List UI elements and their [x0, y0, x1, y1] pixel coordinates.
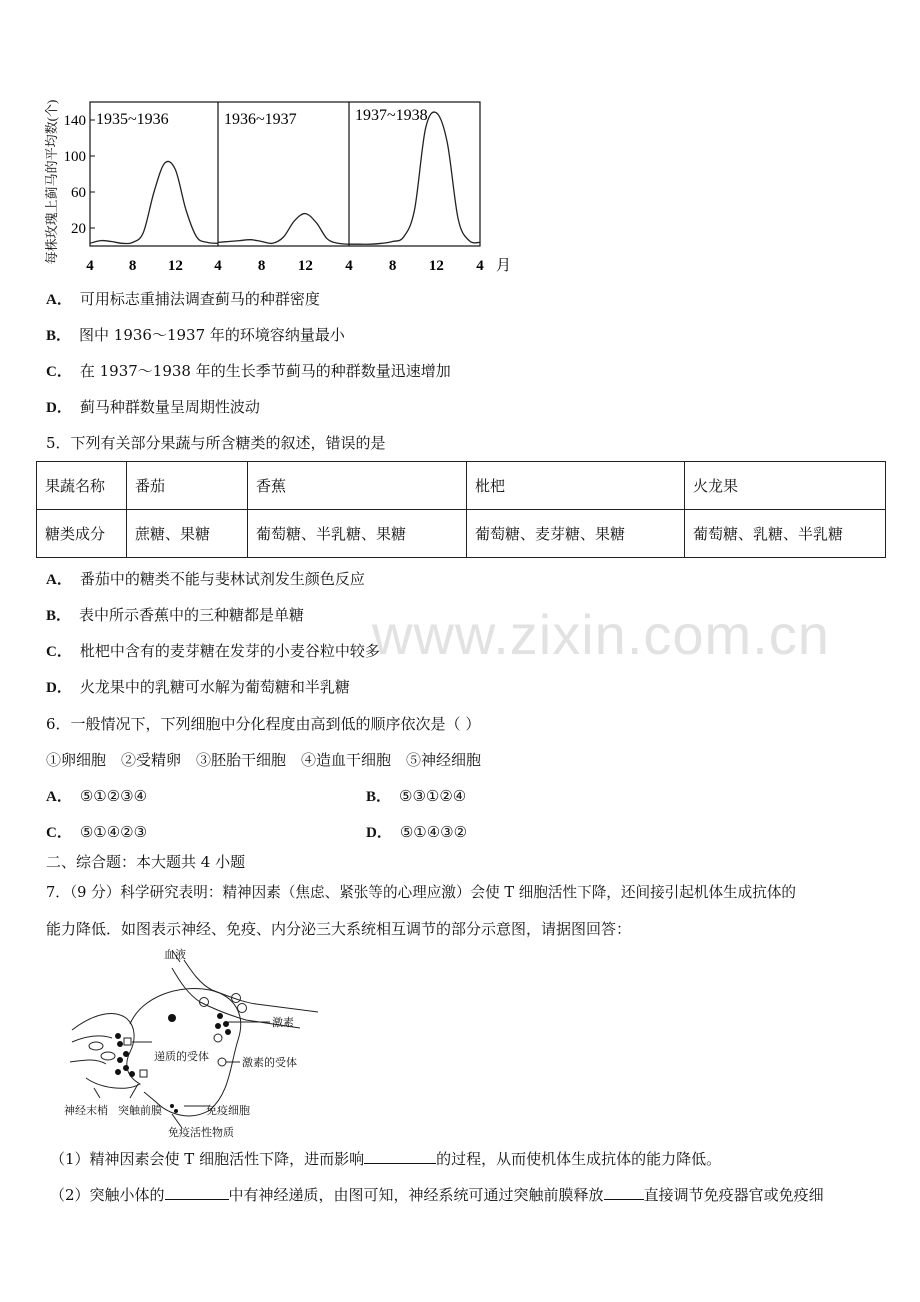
- transmitter-dot: [117, 1057, 123, 1063]
- series-line: [90, 161, 218, 243]
- section-heading: 二、综合题：本大题共 4 小题: [46, 853, 246, 871]
- transmitter-dot: [115, 1033, 121, 1039]
- q6-option-a: A． ⑤①②③④: [46, 787, 148, 805]
- fruit-sugar-table: [36, 461, 886, 558]
- label-transmitter-receptor: 递质的受体: [154, 1050, 209, 1063]
- x-tick-label: 12: [428, 258, 444, 274]
- y-tick-label: 140: [63, 113, 86, 129]
- q7-line2: 能力降低．如图表示神经、免疫、内分泌三大系统相互调节的部分示意图，请据图回答：: [46, 920, 632, 938]
- x-tick-label: 4: [214, 258, 222, 274]
- regulation-diagram: [60, 942, 330, 1140]
- series-line: [218, 214, 349, 245]
- table-cell: 枇杷: [467, 462, 685, 510]
- table-row: [37, 510, 886, 558]
- hormone-dot: [217, 1013, 223, 1019]
- y-tick-label: 20: [71, 221, 86, 237]
- transmitter-dot: [123, 1065, 129, 1071]
- vesicle: [89, 1042, 103, 1050]
- leader-line: [94, 1088, 100, 1098]
- q5-option-c: C． 枇杷中含有的麦芽糖在发芽的小麦谷粒中较多: [46, 642, 380, 660]
- table-cell: 葡萄糖、乳糖、半乳糖: [685, 510, 886, 558]
- label-hormone-receptor: 激素的受体: [242, 1056, 297, 1069]
- q6-option-c: C． ⑤①④②③: [46, 823, 148, 841]
- q6-option-b: B． ⑤③①②④: [366, 787, 467, 805]
- hormone-dot: [223, 1021, 229, 1027]
- nerve-axon: [70, 1060, 106, 1064]
- q5-option-d: D． 火龙果中的乳糖可水解为葡萄糖和半乳糖: [46, 678, 350, 696]
- q6-option-d: D． ⑤①④③②: [366, 823, 468, 841]
- panel-title: 1936~1937: [224, 111, 297, 128]
- x-tick-label: 8: [388, 258, 397, 274]
- y-tick-label: 60: [71, 185, 86, 201]
- population-chart: [36, 86, 516, 278]
- table-cell: 葡萄糖、半乳糖、果糖: [248, 510, 467, 558]
- q5-option-b: B． 表中所示香蕉中的三种糖都是单糖: [46, 606, 305, 624]
- table-cell: 火龙果: [685, 462, 886, 510]
- transmitter-dot: [115, 1069, 121, 1075]
- table-cell: 葡萄糖、麦芽糖、果糖: [467, 510, 685, 558]
- q5-stem: 5．下列有关部分果蔬与所含糖类的叙述，错误的是: [46, 434, 386, 452]
- hormone-dot: [215, 1023, 221, 1029]
- hormone-particle: [214, 1034, 222, 1042]
- vesicle: [101, 1052, 115, 1060]
- table-cell: 番茄: [127, 462, 248, 510]
- transmitter-receptor: [140, 1070, 147, 1077]
- answer-blank[interactable]: [165, 1185, 229, 1200]
- chart-ylabel: 每株玫瑰上蓟马的平均数(个): [44, 99, 59, 265]
- x-tick-label: 4: [476, 258, 484, 274]
- x-tick-label: 12: [167, 258, 183, 274]
- x-tick-label: 8: [257, 258, 266, 274]
- label-nerve-ending: 神经末梢: [64, 1104, 108, 1117]
- q4-option-c: C． 在 1937～1938 年的生长季节蓟马的种群数量迅速增加: [46, 362, 451, 380]
- y-tick-label: 100: [63, 149, 86, 165]
- label-immune-substance: 免疫活性物质: [168, 1126, 234, 1139]
- table-cell: 果蔬名称: [37, 462, 127, 510]
- x-unit-label: 月: [496, 256, 512, 274]
- hormone-dot: [225, 1029, 231, 1035]
- q6-items: ①卵细胞 ②受精卵 ③胚胎干细胞 ④造血干细胞 ⑤神经细胞: [46, 751, 482, 769]
- nerve-axon: [72, 1036, 112, 1042]
- x-axis-ticks: [86, 256, 511, 274]
- x-tick-label: 4: [345, 258, 353, 274]
- x-tick-label: 12: [297, 258, 313, 274]
- transmitter-receptor: [124, 1038, 131, 1045]
- hormone-receptor: [218, 1058, 226, 1066]
- q4-option-a: A． 可用标志重捕法调查蓟马的种群密度: [46, 290, 320, 308]
- answer-blank[interactable]: [364, 1149, 436, 1164]
- transmitter-dot: [129, 1071, 135, 1077]
- panel-title: 1935~1936: [96, 111, 169, 128]
- q4-option-d: D． 蓟马种群数量呈周期性波动: [46, 398, 260, 416]
- immune-substance-dot: [170, 1104, 174, 1108]
- watermark: www.zixin.com.cn: [372, 603, 830, 666]
- transmitter-dot: [123, 1051, 129, 1057]
- chart-curves: [90, 112, 480, 244]
- panel-title: 1937~1938: [355, 107, 428, 124]
- q7-sub1: （1）精神因素会使 T 细胞活性下降，进而影响 的过程，从而使机体生成抗体的能力降低。: [50, 1150, 722, 1168]
- q5-option-a: A． 番茄中的糖类不能与斐林试剂发生颜色反应: [46, 570, 365, 588]
- label-presynaptic: 突触前膜: [118, 1104, 162, 1117]
- q7-sub2: （2）突触小体的 中有神经递质，由图可知，神经系统可通过突触前膜释放 直接调节免疫器官或免疫细: [50, 1186, 824, 1204]
- panel-titles: [96, 107, 428, 128]
- q4-option-b: B． 图中 1936～1937 年的环境容纳量最小: [46, 326, 345, 344]
- series-line: [349, 112, 480, 244]
- label-blood: 血液: [164, 948, 186, 961]
- answer-blank[interactable]: [604, 1185, 644, 1200]
- label-hormone: 激素: [272, 1016, 294, 1029]
- x-tick-label: 4: [86, 258, 94, 274]
- q7-line1: 7．（9 分）科学研究表明：精神因素（焦虑、紧张等的心理应激）会使 T 细胞活性下降，还间接引起机体生成抗体的: [46, 884, 797, 901]
- table-cell: 蔗糖、果糖: [127, 510, 248, 558]
- transmitter-dot: [117, 1041, 123, 1047]
- immune-substance-dot: [174, 1109, 178, 1113]
- q6-stem: 6．一般情况下，下列细胞中分化程度由高到低的顺序依次是（ ）: [46, 715, 481, 733]
- table-cell: 香蕉: [248, 462, 467, 510]
- hormone-particle: [238, 1004, 247, 1013]
- table-row: [37, 462, 886, 510]
- nerve-ending-outline: [72, 1014, 140, 1089]
- hormone-dot: [168, 1014, 176, 1022]
- x-tick-label: 8: [128, 258, 137, 274]
- table-cell: 糖类成分: [37, 510, 127, 558]
- label-immune-cell: 免疫细胞: [206, 1104, 250, 1117]
